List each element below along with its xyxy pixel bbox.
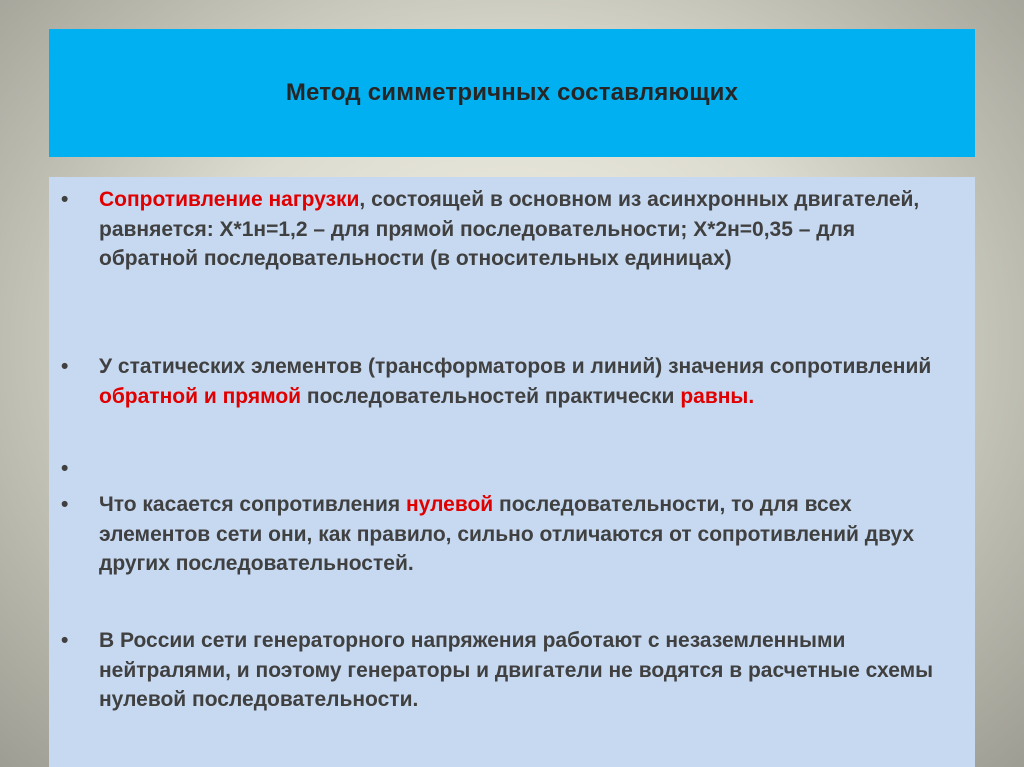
highlighted-text: обратной и прямой <box>99 384 302 408</box>
highlighted-text: Сопротивление нагрузки <box>99 188 360 211</box>
highlighted-text: равны. <box>680 384 755 408</box>
title-bar <box>49 29 975 157</box>
bullet-item <box>61 185 939 274</box>
slide-title: Метод симметричных составляющих <box>285 79 739 106</box>
bullet-marker: • <box>61 629 69 652</box>
bullet-text: , состоящей в основном из асинхронных двигателей, равняется: X*1н=1,2 – для прямой последовательности; X*2н=0,35 – для обратной последовательности (в относительных единицах) <box>99 188 920 270</box>
bullet-text: В России сети генераторного напряжения работают с незаземленными нейтралями, и поэтому генераторы и двигатели не водятся в расчетные схемы нулевой последовательности. <box>99 629 934 711</box>
bullet-text: последовательностей практически <box>301 384 681 408</box>
highlighted-text: нулевой <box>405 493 494 516</box>
bullet-marker: • <box>61 457 69 480</box>
bullet-item <box>61 454 939 484</box>
bullet-item <box>61 352 939 411</box>
content-box <box>49 177 975 767</box>
bullet-marker: • <box>61 188 69 211</box>
bullet-text: У статических элементов (трансформаторов и линий) значения сопротивлений <box>99 355 932 378</box>
bullet-marker: • <box>61 355 69 378</box>
bullet-item <box>61 626 939 715</box>
bullet-text: Что касается сопротивления <box>99 493 406 516</box>
bullet-item <box>61 490 939 579</box>
bullet-marker: • <box>61 493 69 516</box>
bullet-text: последовательности, то для всех элементов сети они, как правило, сильно отличаются от сопротивлений двух других последовательностей. <box>99 493 915 575</box>
